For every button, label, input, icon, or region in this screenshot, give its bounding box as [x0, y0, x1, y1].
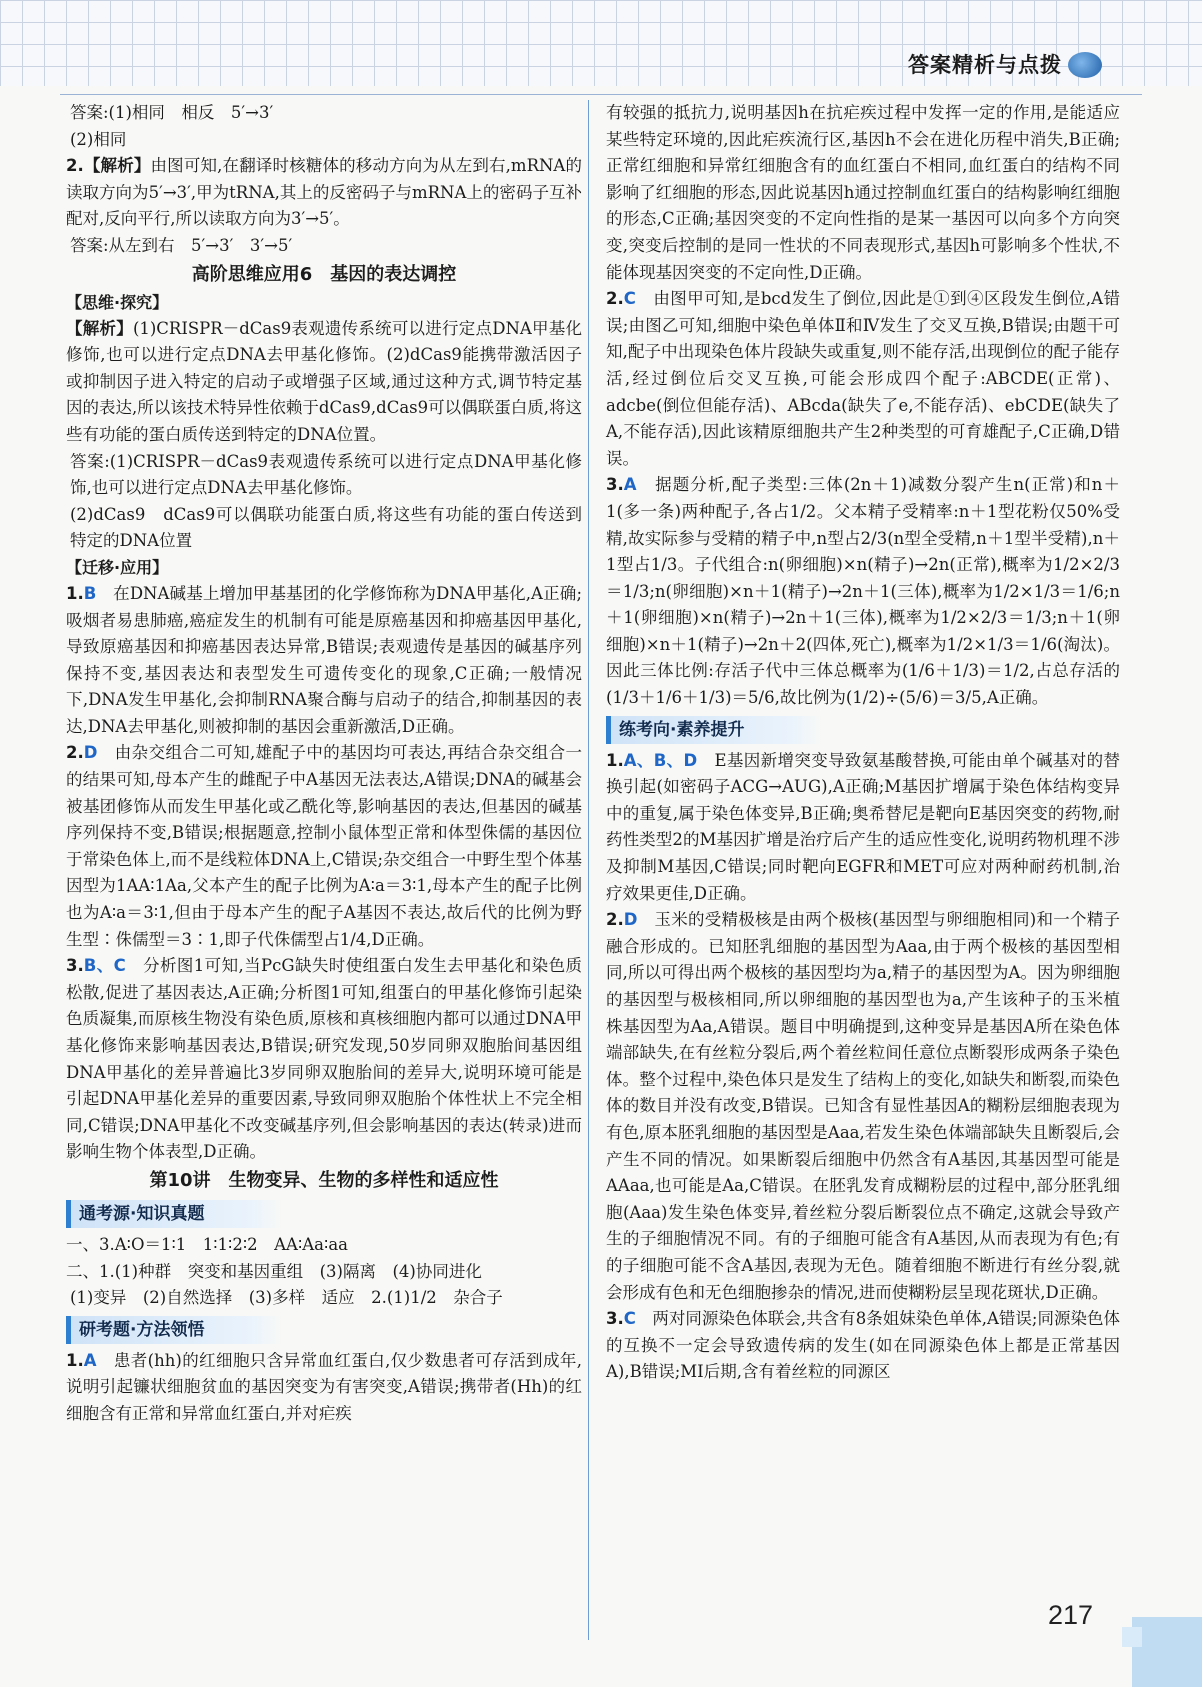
- analysis-text: 据题分析,配子类型:三体(2n＋1)减数分裂产生n(正常)和n＋1(多一条)两种配子,各占1/2。父本精子受精率:n＋1型花粉仅50%受精,故实际参与受精的精子中,n型占2/3(n型全受精,n＋1型半受精),n＋1型占1/3。子代组合:n(卵细胞)×n(精子)→2n(正常),概率为1/2×2/3＝1/3;n(卵细胞)×n＋1(精子)→2n＋1(三体),概率为1/2×1/3＝1/6;n＋1(卵细胞)×n(精子)→2n＋1(三体),概率为1/2×2/3＝1/3;n＋1(卵细胞)×n＋1(精子)→2n＋2(四体,死亡),概率为1/2×1/3＝1/6(淘汰)。因此三体比例:存活子代中三体总概率为(1/6＋1/3)＝1/2,占总存活的(1/3＋1/6＋1/3)＝5/6,故比例为(1/2)÷(5/6)＝3/5,A正确。: [606, 475, 1120, 708]
- knowledge-line: 二、1.(1)种群 突变和基因重组 (3)隔离 (4)协同进化: [66, 1261, 482, 1281]
- question-number: 1.: [66, 583, 84, 603]
- question-item: [66, 153, 582, 233]
- header-divider: [60, 94, 1142, 95]
- analysis-paragraph: [66, 316, 582, 449]
- book-logo-icon: [1068, 52, 1102, 78]
- answer-line: 答案:(1)CRISPR－dCas9表观遗传系统可以进行定点DNA甲基化修饰,也可以进行定点DNA去甲基化修饰。: [70, 451, 582, 498]
- answer-line: 答案:从左到右 5′→3′ 3′→5′: [70, 235, 293, 255]
- answer-choice: B、C: [83, 956, 126, 976]
- knowledge-line: (1)变异 (2)自然选择 (3)多样 适应 2.(1)1/2 杂合子: [70, 1288, 503, 1308]
- corner-decoration: [1132, 1617, 1202, 1687]
- left-column: [66, 100, 582, 1428]
- analysis-text: 患者(hh)的红细胞只含异常血红蛋白,仅少数患者可存活到成年,说明引起镰状细胞贫血的基因突变为有害突变,A错误;携带者(Hh)的红细胞含有正常和异常血红蛋白,并对疟疾: [66, 1350, 583, 1423]
- question-item: [606, 1306, 1120, 1386]
- question-number: 2.: [66, 743, 84, 763]
- answer-line: (2)dCas9 dCas9可以偶联功能蛋白质,将这些有功能的蛋白传送到特定的DNA位置: [70, 504, 582, 551]
- analysis-tag: 【解析】: [83, 156, 151, 176]
- question-number: 2.: [606, 289, 624, 309]
- page-number: 217: [1048, 1600, 1094, 1630]
- answer-line: (2)相同: [70, 129, 127, 149]
- analysis-text: 由图甲可知,是bcd发生了倒位,因此是①到④区段发生倒位,A错误;由图乙可知,细胞中染色单体Ⅱ和Ⅳ发生了交叉互换,B错误;由题干可知,配子中出现染色体片段缺失或重复,则不能存活,出现倒位的配子能存活,经过倒位后交叉互换,可能会形成四个配子:ABCDE(正常)、adcbe(倒位但能存活)、ABcda(缺失了e,不能存活)、ebCDE(缺失了A,不能存活),因此该精原细胞共产生2种类型的可育雄配子,C正确,D错误。: [606, 289, 1120, 468]
- section-title: 高阶思维应用6 基因的表达调控: [191, 263, 457, 285]
- analysis-text: E基因新增突变导致氨基酸替换,可能由单个碱基对的替换引起(如密码子ACG→AUG),A正确;M基因扩增属于染色体结构变异中的重复,属于染色体变异,B正确;奥希替尼是靶向E基因突变的药物,耐药性类型2的M基因扩增是治疗后产生的适应性变化,说明药物机理不涉及抑制M基因,C错误;同时靶向EGFR和MET可应对两种耐药机制,治疗效果更佳,D正确。: [606, 750, 1120, 903]
- question-number: 2.: [66, 156, 84, 176]
- question-item: [606, 472, 1120, 711]
- question-item: [66, 1348, 582, 1428]
- question-number: 3.: [66, 956, 84, 976]
- answer-choice: D: [623, 910, 638, 930]
- analysis-text: 两对同源染色体联会,共含有8条姐妹染色单体,A错误;同源染色体的互换不一定会导致遗传病的发生(如在同源染色体上都是正常基因A),B错误;MⅠ后期,含有着丝粒的同源区: [606, 1309, 1120, 1382]
- analysis-text: (1)CRISPR－dCas9表观遗传系统可以进行定点DNA甲基化修饰,也可以进行定点DNA去甲基化修饰。(2)dCas9能携带激活因子或抑制因子进入特定的启动子或增强子区域,通过这种方式,调节特定基因的表达,所以该技术特异性依赖于dCas9,dCas9可以偶联蛋白质,将这些有功能的蛋白质传送到特定的DNA位置。: [66, 318, 583, 444]
- section-banner: 研考题·方法领悟: [66, 1316, 283, 1344]
- answer-choice: A、B、D: [623, 750, 698, 770]
- subsection-tag: 【思维·探究】: [66, 292, 169, 312]
- analysis-tag: 【解析】: [66, 318, 133, 338]
- lecture-title: 第10讲 生物变异、生物的多样性和适应性: [149, 1169, 499, 1191]
- running-header-title: 答案精析与点拨: [908, 53, 1062, 77]
- right-column: [606, 100, 1120, 1386]
- answer-choice: D: [83, 743, 98, 763]
- analysis-text: 由杂交组合二可知,雄配子中的基因均可表达,再结合杂交组合一的结果可知,母本产生的雌配子中A基因无法表达,A错误;DNA的碱基会被基团修饰从而发生甲基化或乙酰化等,影响基因的表达,但基因的碱基序列保持不变,B错误;根据题意,控制小鼠体型正常和体型侏儒的基因位于常染色体上,而不是线粒体DNA上,C错误;杂交组合一中野生型个体基因型为1AA∶1Aa,父本产生的配子比例为A∶a＝3∶1,母本产生的配子比例也为A∶a＝3∶1,但由于母本产生的配子A基因不表达,故后代的比例为野生型∶侏儒型＝3∶1,即子代侏儒型占1/4,D正确。: [66, 743, 582, 949]
- answer-choice: A: [83, 1350, 97, 1370]
- answer-choice: C: [623, 1309, 636, 1329]
- section-banner: 通考源·知识真题: [66, 1200, 283, 1228]
- question-item: [606, 286, 1120, 472]
- answer-line: 答案:(1)相同 相反 5′→3′: [70, 103, 274, 122]
- question-number: 1.: [66, 1350, 84, 1370]
- question-item: [66, 953, 582, 1166]
- column-divider: [588, 100, 589, 1640]
- knowledge-line: 一、3.A∶O＝1∶1 1∶1∶2∶2 AA∶Aa∶aa: [66, 1234, 348, 1254]
- answer-choice: C: [623, 289, 636, 309]
- corner-decoration: [1122, 1627, 1142, 1647]
- question-item: [606, 907, 1120, 1306]
- question-number: 2.: [606, 910, 624, 930]
- question-number: 1.: [606, 750, 624, 770]
- analysis-text: 玉米的受精极核是由两个极核(基因型与卵细胞相同)和一个精子融合形成的。已知胚乳细胞的基因型为Aaa,由于两个极核的基因型相同,所以可得出两个极核的基因型均为a,精子的基因型为A。因为卵细胞的基因型与极核相同,所以卵细胞的基因型也为a,产生该种子的玉米植株基因型为Aa,A错误。题目中明确提到,这种变异是基因A所在染色体端部缺失,在有丝粒分裂后,两个着丝粒间任意位点断裂形成两条子染色体。整个过程中,染色体只是发生了结构上的变化,如缺失和断裂,而染色体的数目并没有改变,B错误。已知含有显性基因A的糊粉层细胞表现为有色,原本胚乳细胞的基因型是Aaa,若发生染色体端部缺失且断裂后,会产生不同的情况。如果断裂后细胞中仍然含有A基因,其基因型可能是AAaa,也可能是Aa,C错误。在胚乳发育成糊粉层的过程中,部分胚乳细胞(Aaa)发生染色体变异,着丝粒分裂后断裂位点不确定,这就会导致产生的子细胞情况不同。有的子细胞可能含有A基因,从而表现为有色;有的子细胞可能不含A基因,表现为无色。随着细胞不断进行有丝分裂,就会形成有色和无色细胞掺杂的情况,进而使糊粉层呈现花斑状,D正确。: [606, 910, 1121, 1302]
- section-banner: 练考向·素养提升: [606, 716, 823, 744]
- answer-choice: A: [623, 475, 637, 495]
- analysis-text: 由图可知,在翻译时核糖体的移动方向为从左到右,mRNA的读取方向为5′→3′,甲为tRNA,其上的反密码子与mRNA上的密码子互补配对,反向平行,所以读取方向为3′→5′。: [66, 156, 582, 229]
- question-item: [606, 748, 1120, 908]
- question-number: 3.: [606, 475, 624, 495]
- question-item: [66, 740, 582, 953]
- answer-choice: B: [83, 583, 97, 603]
- analysis-text: 分析图1可知,当PcG缺失时使组蛋白发生去甲基化和染色质松散,促进了基因表达,A正确;分析图1可知,组蛋白的甲基化修饰引起染色质凝集,而原核生物没有染色质,原核和真核细胞内都可以通过DNA甲基化修饰来影响基因表达,B错误;研究发现,50岁同卵双胞胎间基因组DNA甲基化的差异普遍比3岁同卵双胞胎间的差异大,说明环境可能是引起DNA甲基化差异的重要因素,导致同卵双胞胎个体性状上不完全相同,C错误;DNA甲基化不改变碱基序列,但会影响基因的表达(转录)进而影响生物个体表型,D正确。: [66, 956, 582, 1162]
- question-item: [66, 581, 582, 741]
- analysis-text: 在DNA碱基上增加甲基基团的化学修饰称为DNA甲基化,A正确;吸烟者易患肺癌,癌症发生的机制有可能是原癌基因和抑癌基因甲基化,导致原癌基因和抑癌基因表达异常,B错误;表观遗传是基因的碱基序列保持不变,基因表达和表型发生可遗传变化的现象,C正确;一般情况下,DNA发生甲基化,会抑制RNA聚合酶与启动子的结合,抑制基因的表达,DNA去甲基化,则被抑制的基因会重新激活,D正确。: [66, 583, 583, 736]
- continued-paragraph: 有较强的抵抗力,说明基因h在抗疟疾过程中发挥一定的作用,是能适应某些特定环境的,因此疟疾流行区,基因h不会在进化历程中消失,B正确;正常红细胞和异常红细胞含有的血红蛋白不相同,血红蛋白的结构不同影响了红细胞的形态,因此说基因h通过控制血红蛋白的结构影响红细胞的形态,C正确;基因突变的不定向性指的是某一基因可以向多个方向突变,突变后控制的是同一性状的不同表现形式,基因h可影响多个性状,不能体现基因突变的不定向性,D正确。: [606, 103, 1120, 282]
- subsection-tag: 【迁移·应用】: [66, 557, 169, 577]
- question-number: 3.: [606, 1309, 624, 1329]
